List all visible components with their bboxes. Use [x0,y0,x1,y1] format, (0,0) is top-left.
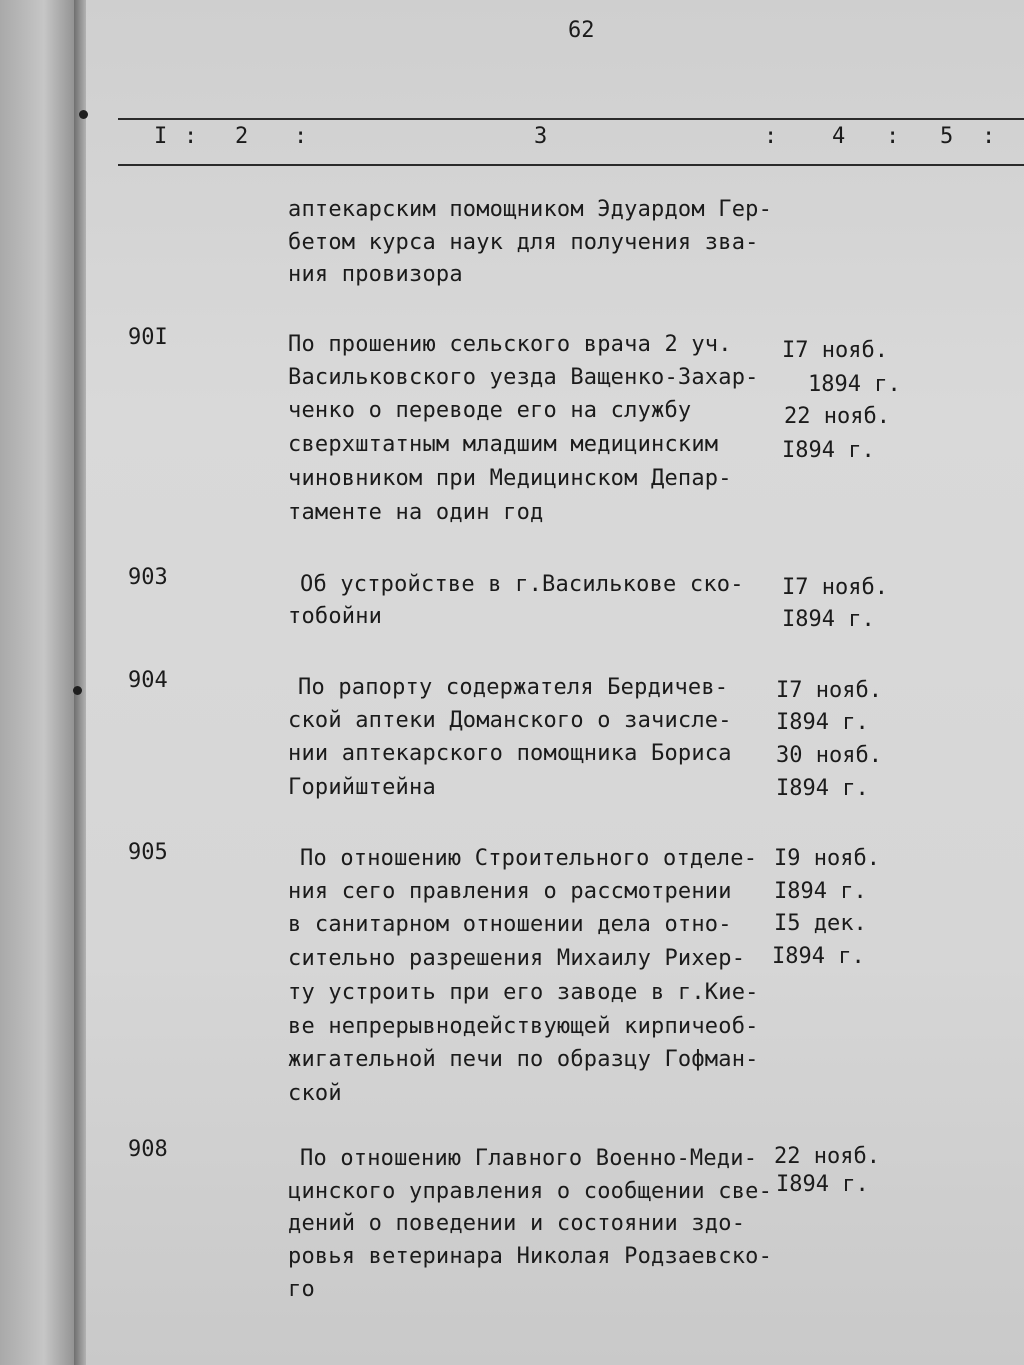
entry-text-line: Об устройстве в г.Василькове ско- [300,572,744,597]
header-rule-top [118,118,1024,120]
column-4-header: 4 [832,124,846,149]
column-3-header: 3 [534,124,548,149]
entry-text-line: сверхштатным младшим медицинским [288,432,719,457]
binding-hole [73,686,82,695]
facing-page-edge [0,0,80,1365]
entry-text-line: сительно разрешения Михаилу Рихер- [288,946,746,971]
entry-text-line: чиновником при Медицинском Депар- [288,466,732,491]
entry-text-line: Горийштейна [288,775,436,800]
entry-text-line: По прошению сельского врача 2 уч. [288,332,732,357]
entry-date: I9 нояб. [774,846,880,871]
entry-text-line: цинского управления о сообщении све- [288,1179,773,1204]
column-2-header: 2 [235,124,249,149]
header-rule-bottom [118,164,1024,166]
entry-date: 30 нояб. [776,743,882,768]
entry-text-line: тобойни [288,604,383,629]
entry-date: 22 нояб. [774,1144,880,1169]
entry-text-line: ве непрерывнодействующей кирпичеоб- [288,1014,759,1039]
entry-date: I894 г. [776,710,869,735]
entry-text-line: жигательной печи по образцу Гофман- [288,1047,759,1072]
entry-text-line: По рапорту содержателя Бердичев- [298,675,729,700]
entry-text-line: ния сего правления о рассмотрении [288,879,732,904]
entry-text-line: таменте на один год [288,500,544,525]
entry-date: I5 дек. [774,911,867,936]
entry-date: I7 нояб. [776,678,882,703]
entry-text-line: аптекарским помощником Эдуардом Гер- [288,197,773,222]
entry-date: I894 г. [782,438,875,463]
entry-text-line: ченко о переводе его на службу [288,398,692,423]
entry-number: 905 [128,840,168,865]
page-number: 62 [568,18,595,43]
column-separator: : [982,124,996,149]
entry-date: I894 г. [776,776,869,801]
entry-date: I7 нояб. [782,575,888,600]
entry-text-line: По отношению Строительного отделе- [300,846,758,871]
entry-number: 90I [128,325,168,350]
entry-date: I894 г. [772,944,865,969]
entry-text-line: ту устроить при его заводе в г.Кие- [288,980,759,1005]
entry-date: 22 нояб. [784,404,890,429]
entry-text-line: ской аптеки Доманского о зачисле- [288,708,732,733]
column-separator: : [294,124,308,149]
entry-date: I894 г. [776,1172,869,1197]
entry-date: I894 г. [782,607,875,632]
entry-text-line: нии аптекарского помощника Бориса [288,741,732,766]
column-separator: : [184,124,198,149]
entry-date: 1894 г. [808,372,901,397]
column-separator: : [886,124,900,149]
entry-text-line: По отношению Главного Военно-Меди- [300,1146,758,1171]
entry-date: I7 нояб. [782,338,888,363]
entry-text-line: Васильковского уезда Ващенко-Захар- [288,365,759,390]
entry-text-line: ния провизора [288,262,463,287]
entry-text-line: ровья ветеринара Николая Родзаевско- [288,1244,773,1269]
column-separator: : [764,124,778,149]
entry-number: 904 [128,668,168,693]
entry-text-line: бетом курса наук для получения зва- [288,230,759,255]
entry-text-line: в санитарном отношении дела отно- [288,912,732,937]
column-1-header: I [154,124,168,149]
entry-number: 903 [128,565,168,590]
column-5-header: 5 [940,124,954,149]
entry-text-line: ской [288,1081,342,1106]
entry-number: 908 [128,1137,168,1162]
entry-text-line: го [288,1277,315,1302]
binding-hole [79,110,88,119]
entry-text-line: дений о поведении и состоянии здо- [288,1211,746,1236]
entry-date: I894 г. [774,879,867,904]
